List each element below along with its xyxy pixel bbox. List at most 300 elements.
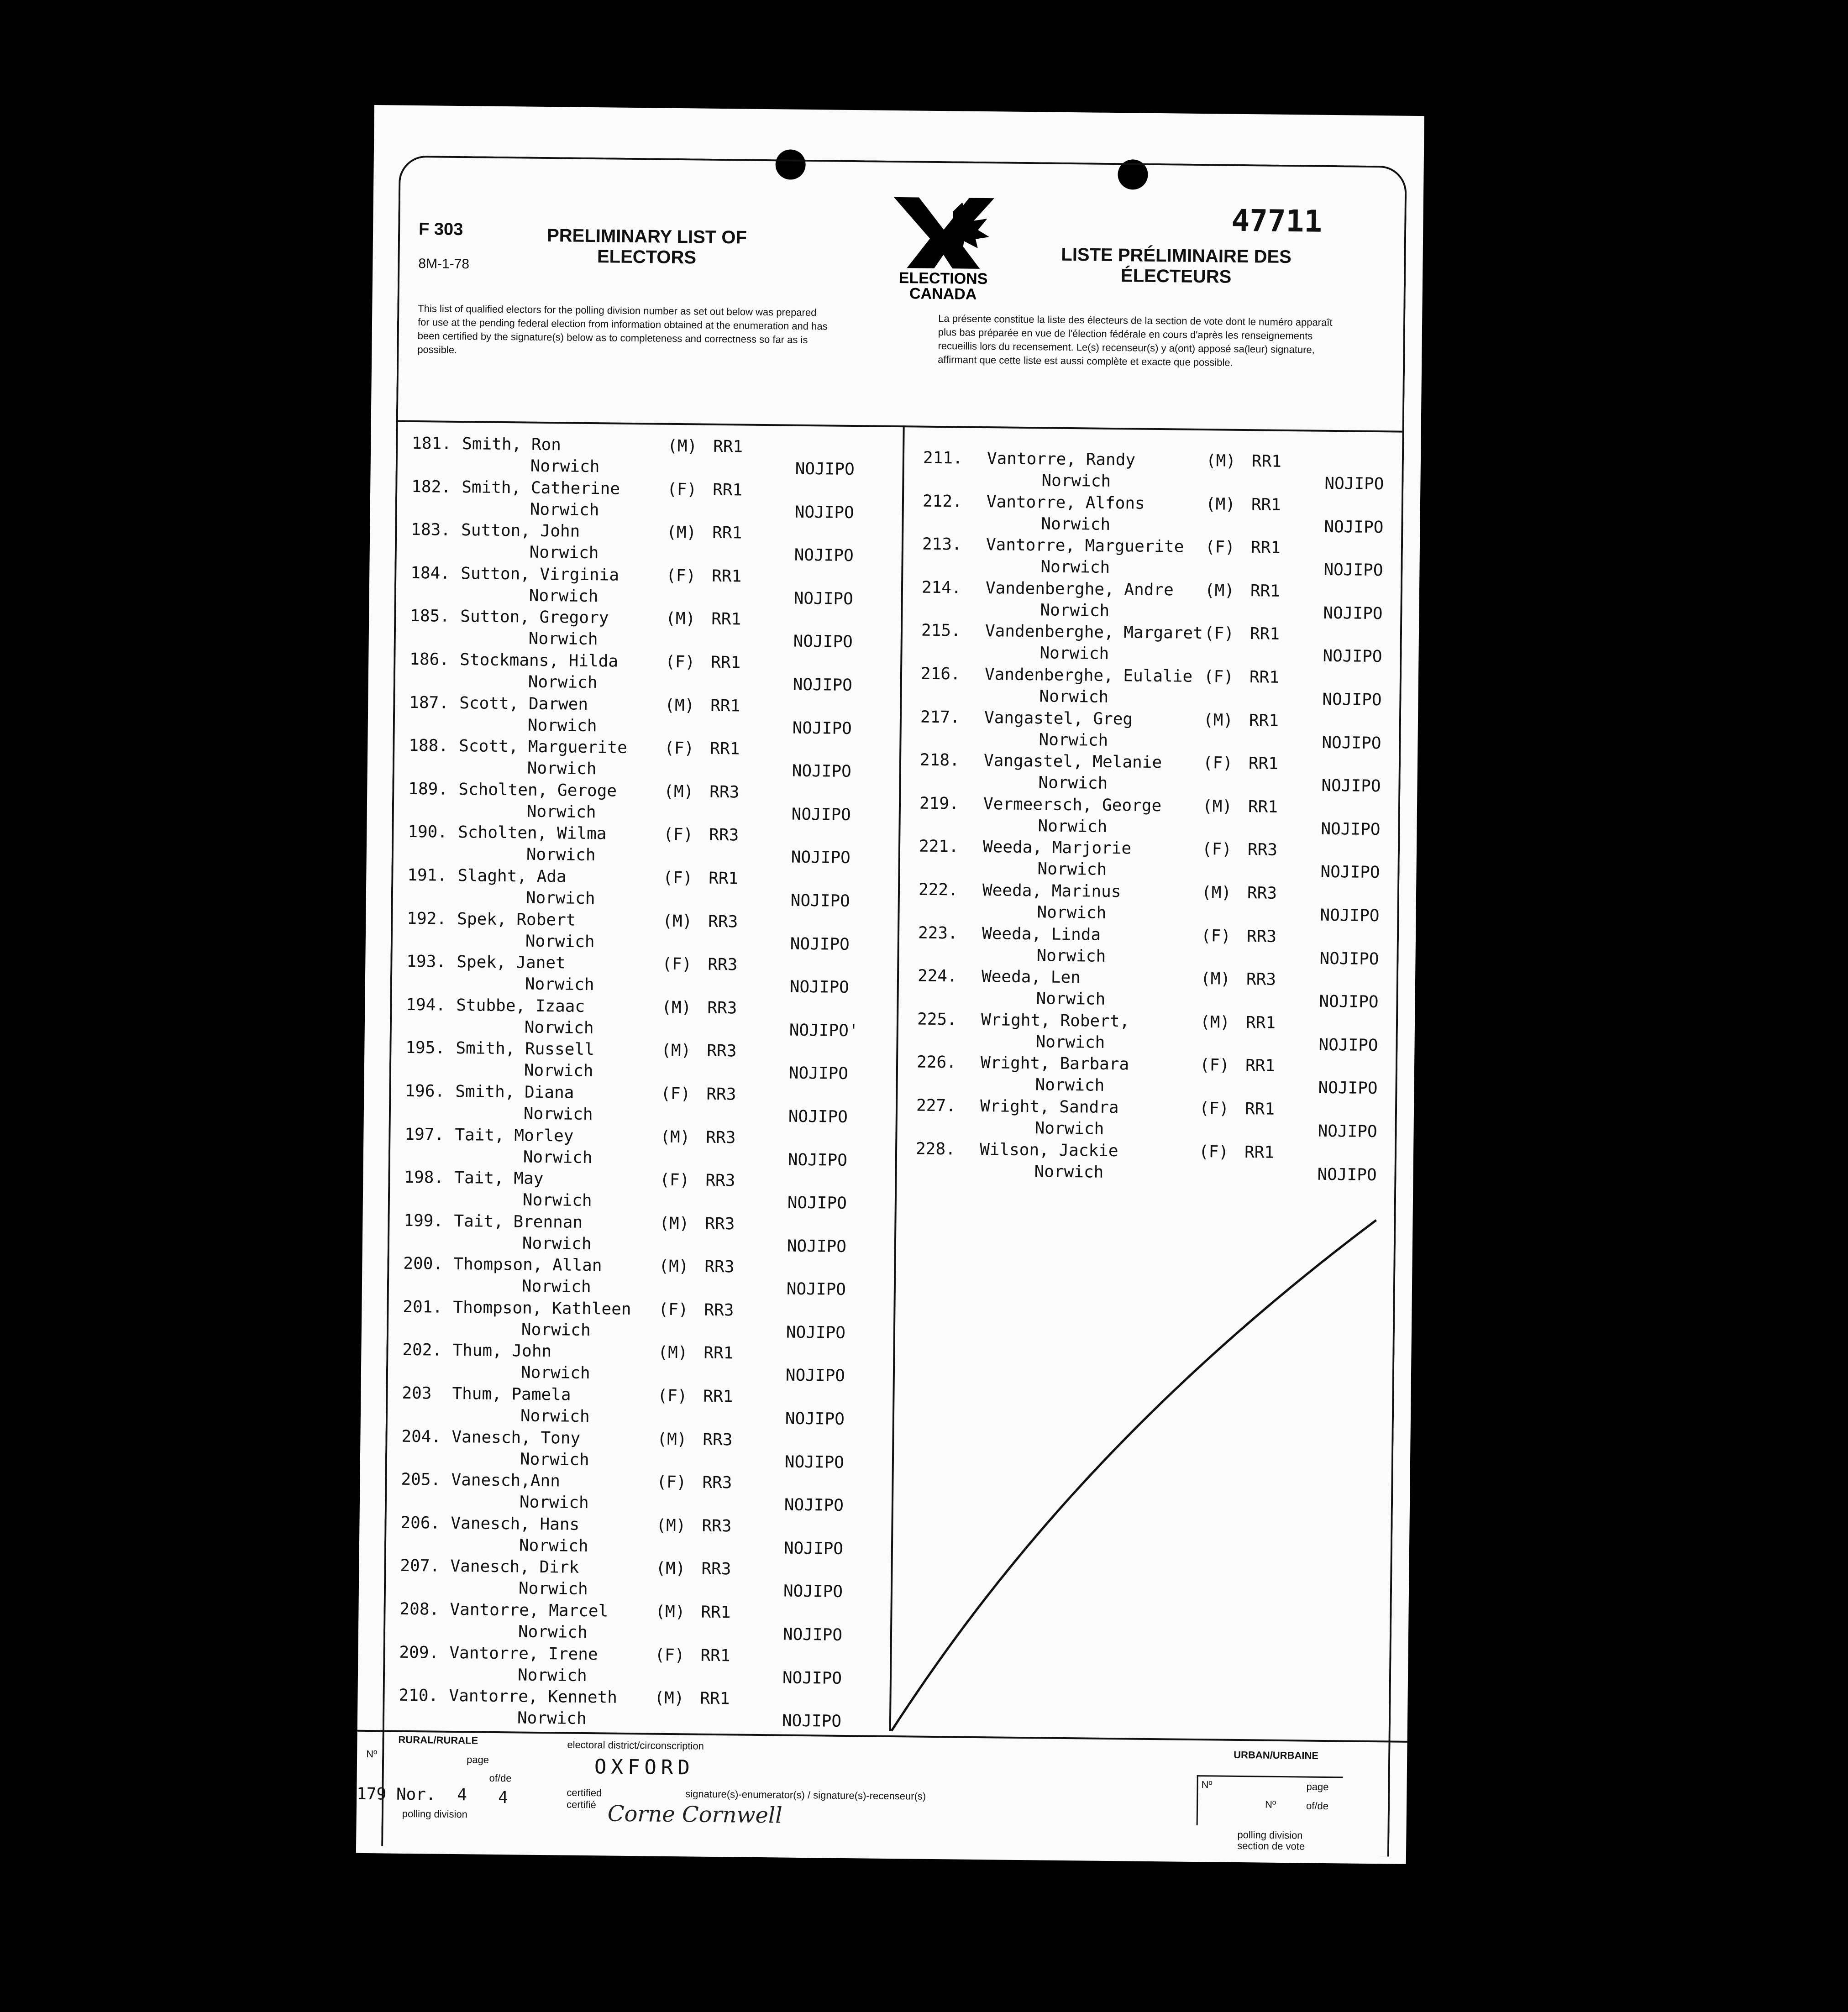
logo-text: ELECTIONS CANADA [898, 269, 988, 303]
elector-rural-route: RR1 [710, 696, 740, 716]
elector-entry [404, 1168, 888, 1216]
enumerator-signature: Corne Cornwell [607, 1801, 782, 1829]
elector-town: Norwich [519, 1493, 589, 1513]
elector-rural-route: RR1 [711, 653, 741, 672]
left-electors-column [399, 434, 896, 1734]
elector-rural-route: RR1 [710, 739, 740, 759]
elector-rural-route: RR1 [701, 1603, 731, 1622]
elector-rural-route: RR1 [1248, 797, 1278, 817]
elector-name: Sutton, Gregory [460, 607, 609, 628]
elector-town: Norwich [1034, 1162, 1104, 1182]
form-number: F 303 [418, 220, 463, 240]
elector-number: 211. [923, 448, 963, 468]
elector-rural-route: RR1 [700, 1689, 730, 1708]
elector-number: 201. [403, 1297, 443, 1317]
elector-postal-code: NOJIPO [793, 675, 853, 695]
urban-no-label: Nº [1201, 1779, 1213, 1791]
elector-postal-code: NOJIPO [783, 1582, 843, 1602]
elector-town: Norwich [521, 1277, 591, 1297]
rural-label: RURAL/RURALE [398, 1734, 478, 1746]
elector-sex: (M) [656, 1559, 686, 1578]
elector-entry [919, 751, 1395, 799]
elector-town: Norwich [1038, 817, 1108, 836]
elector-entry [922, 535, 1397, 583]
elector-rural-route: RR1 [711, 610, 741, 629]
rural-of-label: of/de [489, 1772, 512, 1784]
elector-name: Wright, Sandra [980, 1096, 1119, 1117]
elector-sex: (F) [1199, 1056, 1230, 1075]
elector-entry [923, 449, 1398, 497]
elector-entry [399, 1600, 884, 1648]
elector-number: 199. [404, 1211, 444, 1231]
elector-rural-route: RR3 [705, 1171, 735, 1190]
electors-list-sheet [356, 105, 1424, 1864]
elector-entry [406, 996, 890, 1044]
elector-sex: (M) [1205, 494, 1236, 514]
elector-entry [405, 1038, 890, 1087]
elector-town: Norwich [1041, 514, 1111, 534]
elector-entry [920, 665, 1396, 713]
elector-town: Norwich [525, 975, 594, 995]
elector-name: Wright, Robert, [981, 1010, 1130, 1031]
elector-name: Smith, Diana [455, 1082, 574, 1102]
closing-diagonal-line [887, 1206, 1395, 1740]
elector-town: Norwich [523, 1147, 593, 1167]
elector-town: Norwich [1037, 903, 1107, 922]
elector-sex: (F) [666, 566, 696, 586]
elector-rural-route: RR1 [1251, 495, 1281, 514]
elector-sex: (M) [654, 1688, 684, 1708]
elector-rural-route: RR3 [709, 826, 739, 845]
elector-name: Vandenberghe, Eulalie [984, 665, 1193, 686]
polling-division-label: polling division [402, 1808, 468, 1820]
elector-name: Vanesch, Hans [451, 1514, 580, 1534]
elector-sex: (M) [662, 998, 692, 1017]
elector-town: Norwich [517, 1666, 587, 1685]
elector-name: Vantorre, Kenneth [449, 1687, 618, 1707]
elector-rural-route: RR1 [1248, 754, 1279, 773]
elector-postal-code: NOJIPO [1324, 474, 1384, 494]
elector-sex: (F) [664, 739, 694, 758]
elector-sex: (M) [1206, 451, 1236, 471]
right-electors-column [915, 449, 1398, 1188]
elector-town: Norwich [525, 888, 595, 908]
elector-town: Norwich [529, 543, 599, 563]
elector-sex: (F) [1202, 840, 1232, 859]
elector-name: Weeda, Marjorie [982, 838, 1132, 858]
elector-name: Scott, Darwen [459, 693, 588, 714]
elector-town: Norwich [522, 1234, 592, 1253]
title-french: LISTE PRÉLIMINAIRE DES ÉLECTEURS [1061, 244, 1292, 287]
page-value: 4 [457, 1786, 467, 1805]
elector-number: 214. [921, 578, 961, 597]
elector-sex: (M) [659, 1257, 689, 1276]
elector-entry [919, 837, 1394, 885]
elector-town: Norwich [519, 1536, 588, 1556]
elector-rural-route: RR1 [1244, 1099, 1275, 1119]
elector-number: 205. [401, 1470, 441, 1489]
elector-postal-code: NOJIPO [1324, 517, 1384, 537]
elector-rural-route: RR1 [704, 1344, 734, 1363]
elector-name: Scholten, Geroge [458, 780, 617, 801]
elector-entry [409, 693, 893, 741]
elector-name: Scholten, Wilma [458, 823, 607, 844]
elector-postal-code: NOJIPO [1318, 1079, 1378, 1098]
elector-postal-code: NOJIPO [795, 459, 855, 479]
signature-label: signature(s)-enumerator(s) / signature(s)-recenseur(s) [685, 1788, 926, 1802]
elector-number: 216. [920, 664, 961, 684]
elector-postal-code: NOJIPO [789, 977, 850, 997]
elector-entry [401, 1470, 885, 1519]
elector-postal-code: NOJIPO [1321, 776, 1381, 796]
elector-postal-code: NOJIPO [793, 589, 853, 608]
elector-rural-route: RR1 [1250, 624, 1280, 644]
elector-postal-code: NOJIPO [787, 1237, 847, 1256]
elector-postal-code: NOJIPO [792, 718, 852, 738]
elections-canada-logo [883, 193, 1003, 308]
elector-number: 196. [405, 1081, 445, 1101]
elector-rural-route: RR1 [712, 523, 742, 543]
instruction-text-french: La présente constitue la liste des électeurs de la section de vote dont le numéro apparaît plus bas préparée en vue de l'élection fédérale en cours d'après les renseignements recueillis lors du recensement. Le(s) recenseur(s) y a(ont) apposé sa(leur) signature, affirmant que cette liste est aussi complète et exacte que possible. [938, 312, 1333, 368]
elector-number: 209. [399, 1643, 439, 1662]
form-date: 8M-1-78 [418, 256, 470, 272]
elector-town: Norwich [1039, 730, 1108, 750]
elector-sex: (M) [1201, 883, 1232, 902]
elector-rural-route: RR1 [703, 1387, 733, 1406]
elector-number: 208. [399, 1599, 440, 1619]
elector-entry [917, 967, 1392, 1015]
district-label: electoral district/circonscription [567, 1739, 704, 1752]
elector-rural-route: RR3 [705, 1214, 735, 1234]
elector-name: Vanesch, Tony [452, 1427, 581, 1448]
elector-town: Norwich [1036, 989, 1106, 1009]
elector-town: Norwich [524, 1018, 594, 1037]
elector-sex: (F) [661, 1084, 691, 1104]
elector-name: Smith, Russell [456, 1039, 595, 1059]
elector-rural-route: RR1 [1245, 1056, 1276, 1076]
elector-town: Norwich [530, 456, 600, 477]
elector-entry [402, 1341, 887, 1389]
elector-name: Stockmans, Hilda [460, 650, 619, 671]
elector-name: Vangastel, Greg [984, 708, 1133, 729]
elector-name: Slaght, Ada [457, 866, 567, 886]
elector-postal-code: NOJIPO [1322, 733, 1381, 753]
elector-sex: (F) [655, 1645, 685, 1665]
elector-town: Norwich [527, 759, 597, 779]
elector-postal-code: NOJIPO [1320, 863, 1380, 882]
elector-name: Thompson, Allan [453, 1255, 602, 1275]
elector-sex: (F) [1205, 538, 1235, 557]
elector-name: Thum, Pamela [452, 1384, 571, 1404]
elector-name: Vandenberghe, Andre [985, 578, 1174, 600]
elector-town: Norwich [529, 586, 598, 606]
elector-entry [400, 1514, 885, 1562]
elector-entry [921, 621, 1396, 669]
elector-entry [401, 1427, 886, 1475]
elector-number: 189. [408, 779, 448, 799]
elector-sex: (F) [657, 1386, 688, 1406]
elector-sex: (F) [1201, 926, 1231, 946]
elector-postal-code: NOJIPO [1323, 603, 1383, 623]
elector-name: Vandenberghe, Margaret [985, 622, 1203, 643]
elector-number: 222. [918, 880, 958, 900]
elector-sex: (F) [658, 1300, 688, 1320]
elector-postal-code: NOJIPO [793, 632, 853, 652]
elector-number: 182. [411, 477, 452, 497]
elector-postal-code: NOJIPO [1317, 1165, 1377, 1184]
maple-leaf-x-icon [884, 193, 1003, 272]
elector-postal-code: NOJIPO [790, 934, 850, 954]
elector-sex: (M) [1200, 1012, 1230, 1032]
district-value: OXFORD [594, 1755, 695, 1780]
elector-rural-route: RR3 [701, 1560, 731, 1579]
elector-rural-route: RR1 [1251, 452, 1282, 471]
elector-number: 181. [412, 434, 452, 453]
elector-rural-route: RR1 [1249, 668, 1280, 687]
elector-rural-route: RR3 [707, 1042, 737, 1061]
elector-town: Norwich [1034, 1119, 1104, 1138]
elector-rural-route: RR1 [712, 566, 742, 586]
elector-sex: (M) [1204, 581, 1235, 600]
elector-entry [410, 607, 894, 655]
elector-entry [918, 923, 1393, 971]
elector-rural-route: RR3 [704, 1257, 735, 1277]
urban-polling-label: polling division section de vote [1237, 1829, 1305, 1852]
title-english: PRELIMINARY LIST OF ELECTORS [546, 225, 747, 268]
elector-entry [922, 492, 1397, 540]
elector-entry [408, 780, 892, 828]
elector-entry [399, 1643, 883, 1691]
elector-name: Spek, Janet [457, 953, 566, 973]
elector-rural-route: RR3 [702, 1473, 732, 1493]
elector-postal-code: NOJIPO [791, 805, 851, 824]
elector-postal-code: NOJIPO [782, 1711, 842, 1731]
elector-number: 219. [919, 794, 959, 813]
elector-name: Tait, Brennan [454, 1211, 583, 1232]
elector-sex: (M) [657, 1430, 687, 1449]
elector-town: Norwich [1040, 557, 1110, 577]
elector-sex: (F) [662, 954, 692, 974]
elector-postal-code: NOJIPO [791, 848, 851, 868]
elector-number: 223. [918, 923, 958, 943]
elector-entry [410, 564, 894, 612]
elector-name: Tait, May [454, 1168, 544, 1189]
elector-rural-route: RR1 [709, 869, 739, 888]
polling-number: 179 Nor. [357, 1784, 436, 1804]
elector-town: Norwich [517, 1708, 587, 1729]
elector-number: 203 [402, 1383, 432, 1403]
elector-town: Norwich [528, 672, 598, 692]
elector-town: Norwich [520, 1450, 589, 1469]
elector-postal-code: NOJIPO [792, 761, 852, 781]
elector-name: Sutton, Virginia [461, 564, 620, 585]
elector-postal-code: NOJIPO [1323, 647, 1382, 666]
elector-town: Norwich [524, 1061, 593, 1081]
elector-name: Wright, Barbara [980, 1053, 1129, 1074]
elector-rural-route: RR3 [706, 1085, 736, 1104]
elector-entry [411, 477, 895, 525]
elector-number: 195. [405, 1038, 446, 1058]
elector-sex: (M) [660, 1127, 690, 1147]
elector-name: Vanesch,Ann [451, 1471, 561, 1491]
elector-sex: (M) [658, 1343, 688, 1362]
elector-entry [918, 880, 1393, 928]
elector-sex: (F) [667, 480, 697, 499]
elector-town: Norwich [523, 1104, 593, 1124]
elector-number: 184. [410, 563, 451, 583]
elector-number: 215. [921, 621, 961, 640]
elector-number: 207. [400, 1556, 440, 1576]
elector-sex: (F) [656, 1472, 687, 1492]
elector-name: Weeda, Marinus [982, 880, 1121, 901]
elector-name: Vanesch, Dirk [450, 1557, 579, 1577]
elector-entry [403, 1254, 887, 1303]
elector-number: 198. [404, 1168, 444, 1187]
elector-postal-code: NOJIPO [1319, 992, 1379, 1012]
elector-name: Vangastel, Melanie [983, 751, 1162, 772]
elector-rural-route: RR3 [703, 1430, 733, 1450]
elector-sex: (F) [1198, 1142, 1229, 1162]
elector-postal-code: NOJIPO [785, 1409, 845, 1429]
elector-postal-code: NOJIPO [785, 1366, 845, 1386]
elector-name: Scott, Marguerite [459, 737, 627, 758]
elector-number: 200. [403, 1254, 443, 1273]
elector-town: Norwich [1041, 471, 1111, 491]
elector-sex: (M) [1200, 969, 1231, 989]
elector-town: Norwich [1036, 946, 1106, 966]
elector-town: Norwich [1037, 859, 1107, 880]
elector-postal-code: NOJIPO [788, 1107, 848, 1127]
urban-of-label: of/de [1306, 1800, 1329, 1812]
elector-sex: (F) [1204, 624, 1234, 644]
elector-town: Norwich [1040, 644, 1109, 664]
elector-number: 221. [919, 837, 959, 856]
elector-sex: (M) [664, 782, 694, 802]
of-value: 4 [498, 1788, 509, 1808]
elector-entry [403, 1298, 887, 1346]
elector-entry [405, 1082, 889, 1130]
elector-number: 226. [916, 1053, 957, 1072]
elector-rural-route: RR3 [708, 955, 738, 975]
elector-postal-code: NOJIPO' [789, 1021, 859, 1040]
elector-postal-code: NOJIPO [788, 1064, 849, 1084]
elector-entry [916, 1053, 1391, 1101]
elector-rural-route: RR1 [713, 437, 743, 456]
elector-town: Norwich [518, 1579, 588, 1599]
elector-entry [407, 866, 892, 914]
elector-number: 217. [920, 707, 960, 727]
elector-postal-code: NOJIPO [784, 1452, 845, 1472]
elector-sex: (M) [655, 1602, 685, 1622]
elector-sex: (M) [659, 1214, 689, 1233]
elector-number: 218. [919, 750, 960, 770]
elector-entry [919, 794, 1394, 842]
elector-sex: (F) [1199, 1099, 1229, 1118]
elector-number: 225. [917, 1010, 957, 1029]
elector-sex: (M) [665, 696, 695, 715]
elector-postal-code: NOJIPO [782, 1668, 842, 1688]
elector-number: 193. [406, 952, 446, 971]
elector-sex: (F) [663, 825, 693, 844]
elector-number: 183. [411, 520, 451, 540]
elector-sex: (M) [667, 436, 698, 456]
elector-postal-code: NOJIPO [1318, 1035, 1378, 1055]
elector-name: Weeda, Linda [982, 924, 1101, 944]
certified-label: certified certifié [566, 1787, 602, 1811]
elector-name: Vantorre, Randy [987, 449, 1136, 470]
elector-rural-route: RR3 [1247, 840, 1278, 860]
elector-number: 206. [400, 1513, 441, 1533]
elector-sex: (M) [1203, 710, 1234, 730]
elector-number: 204. [401, 1427, 441, 1446]
elector-number: 202. [402, 1341, 442, 1360]
urban-label: URBAN/URBAINE [1234, 1749, 1319, 1761]
elector-town: Norwich [526, 802, 596, 822]
elector-town: Norwich [1039, 687, 1109, 707]
elector-town: Norwich [526, 845, 596, 865]
elector-postal-code: NOJIPO [790, 891, 850, 911]
elector-entry [917, 1010, 1392, 1058]
rural-no-label: Nº [366, 1748, 378, 1760]
elector-rural-route: RR3 [1246, 927, 1277, 946]
elector-number: 185. [410, 607, 450, 626]
elector-number: 213. [922, 534, 962, 554]
elector-name: Vantorre, Irene [449, 1643, 598, 1664]
elector-entry [916, 1096, 1391, 1144]
elector-postal-code: NOJIPO [786, 1323, 846, 1342]
elector-number: 228. [915, 1139, 956, 1158]
elector-name: Stubbe, Izaac [456, 996, 585, 1016]
elector-number: 210. [399, 1686, 439, 1705]
elector-name: Weeda, Len [981, 967, 1081, 987]
elector-postal-code: NOJIPO [787, 1193, 847, 1213]
elector-rural-route: RR3 [708, 912, 738, 931]
elector-entry [399, 1686, 883, 1734]
elector-name: Tait, Morley [455, 1125, 574, 1146]
elector-entry [410, 650, 894, 698]
elector-number: 186. [410, 650, 450, 669]
elector-name: Vantorre, Alfons [986, 492, 1145, 513]
elector-entry [410, 520, 895, 569]
elector-name: Thompson, Kathleen [453, 1298, 631, 1319]
elector-entry [409, 736, 893, 785]
elector-entry [404, 1125, 889, 1173]
elector-entry [400, 1556, 884, 1605]
elector-rural-route: RR1 [1245, 1013, 1276, 1032]
elector-number: 188. [409, 736, 449, 755]
elector-town: Norwich [522, 1190, 592, 1210]
elector-name: Spek, Robert [457, 909, 576, 930]
elector-town: Norwich [528, 629, 598, 649]
elector-name: Vermeersch, George [983, 794, 1162, 815]
elector-postal-code: NOJIPO [794, 503, 854, 522]
elector-rural-route: RR1 [1250, 538, 1281, 558]
elector-rural-route: RR1 [712, 480, 743, 500]
elector-town: Norwich [520, 1406, 590, 1426]
elector-name: Smith, Catherine [462, 477, 620, 498]
elector-entry [920, 707, 1395, 755]
elector-rural-route: RR3 [704, 1300, 734, 1320]
elector-sex: (M) [1202, 796, 1233, 816]
elector-rural-route: RR3 [1247, 884, 1277, 903]
elector-rural-route: RR1 [1244, 1142, 1275, 1162]
urban-page-label: page [1306, 1781, 1329, 1793]
elector-postal-code: NOJIPO [783, 1539, 844, 1558]
elector-sex: (F) [660, 1170, 690, 1190]
elector-number: 194. [406, 995, 446, 1015]
elector-number: 187. [409, 693, 449, 713]
elector-rural-route: RR3 [707, 998, 737, 1018]
